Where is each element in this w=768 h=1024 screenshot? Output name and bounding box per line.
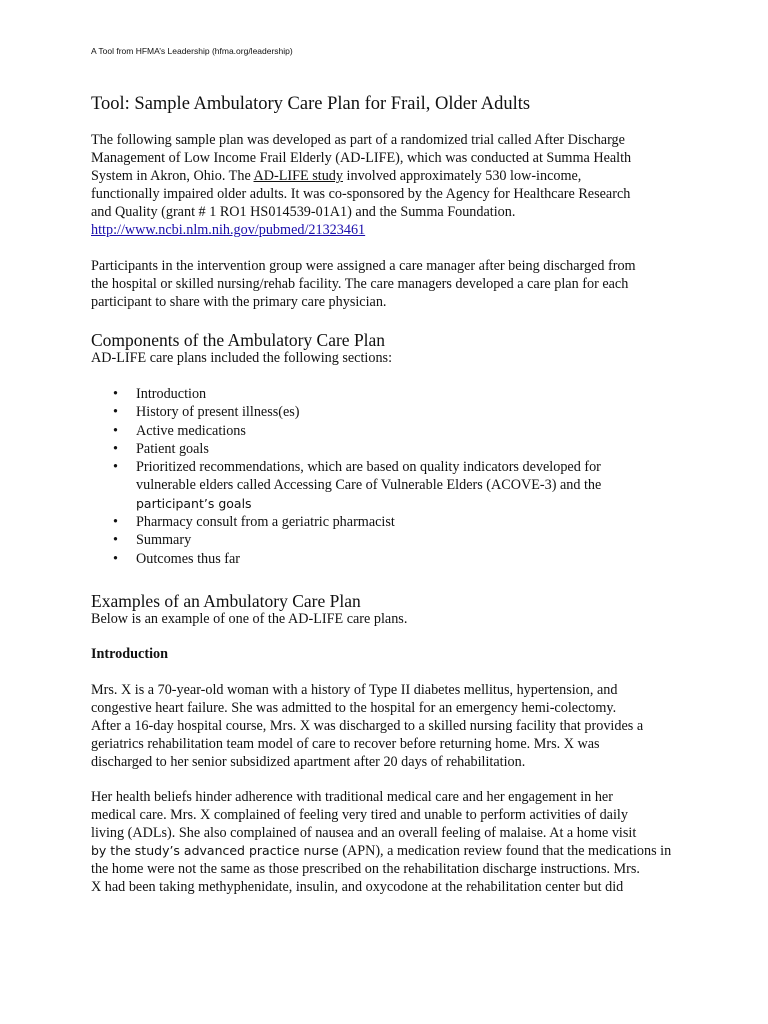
intro-line	[91, 167, 631, 185]
bullet-icon: •	[113, 440, 118, 457]
list-item-text: Active medications	[136, 422, 246, 439]
list-item	[91, 458, 601, 513]
list-item	[91, 550, 601, 568]
list-item	[91, 403, 601, 421]
intro-paragraph	[91, 131, 631, 239]
paragraph-line: After a 16-day hospital course, Mrs. X was discharged to a skilled nursing facility that provides a	[91, 718, 644, 734]
paragraph-line: the home were not the same as those prescribed on the rehabilitation discharge instructions. Mrs.	[91, 861, 640, 877]
paragraph-line: medical care. Mrs. X complained of feeling very tired and unable to perform activities of daily	[91, 807, 628, 823]
list-item-text: Introduction	[136, 386, 207, 402]
paragraph-line: living (ADLs). She also complained of nausea and an overall feeling of malaise. At a home visit	[91, 825, 637, 841]
paragraph-line: discharged to her senior subsidized apartment after 20 days of rehabilitation.	[91, 754, 526, 770]
introduction-paragraph-2	[91, 788, 671, 896]
paragraph-line: Her health beliefs hinder adherence with traditional medical care and her engagement in her	[91, 789, 613, 805]
components-heading: Components of the Ambulatory Care Plan	[91, 330, 386, 350]
introduction-heading: Introduction	[91, 646, 168, 662]
examples-heading: Examples of an Ambulatory Care Plan	[91, 591, 361, 611]
bullet-icon: •	[113, 422, 118, 439]
intro-line: functionally impaired older adults. It was co-sponsored by the Agency for Healthcare Research	[91, 186, 631, 202]
ad-life-study-link[interactable]: AD-LIFE study	[253, 168, 343, 184]
paragraph-line-text: by the study’s	[91, 843, 184, 858]
paragraph-line-text: (APN), a medication review found that the medications in	[338, 843, 672, 859]
intro-line-text: involved approximately 530 low-income,	[342, 168, 582, 184]
intro-line-text: System in Akron, Ohio. The	[91, 168, 254, 184]
list-item	[91, 422, 601, 440]
list-item	[91, 385, 601, 403]
participants-line: Participants in the intervention group were assigned a care manager after being discharged from	[91, 258, 636, 274]
list-item-text: participant’s goals	[136, 495, 252, 511]
intro-line: Management of Low Income Frail Elderly (AD-LIFE), which was conducted at Summa Health	[91, 150, 632, 166]
bullet-icon: •	[113, 404, 118, 421]
components-subtitle: AD-LIFE care plans included the following sections:	[91, 350, 393, 366]
list-item-text: Prioritized recommendations, which are based on quality indicators developed for	[136, 459, 601, 476]
participants-paragraph	[91, 257, 636, 311]
bullet-icon: •	[113, 386, 118, 402]
list-item-text: Outcomes thus far	[136, 550, 241, 567]
paragraph-line-text: advanced practice nurse	[183, 843, 339, 858]
list-item-text: History of present illness(es)	[136, 404, 300, 421]
participants-line: the hospital or skilled nursing/rehab facility. The care managers developed a care plan for each	[91, 276, 629, 292]
list-item-text: Pharmacy consult from a geriatric pharmacist	[136, 514, 395, 531]
list-item	[91, 513, 601, 531]
list-item-text: vulnerable elders called Accessing Care of Vulnerable Elders (ACOVE-3) and the	[136, 477, 602, 494]
intro-line: and Quality (grant # 1 RO1 HS014539-01A1) and the Summa Foundation.	[91, 204, 516, 220]
paragraph-line: X had been taking methyphenidate, insulin, and oxycodone at the rehabilitation center but did	[91, 879, 624, 895]
pubmed-link[interactable]: http://www.ncbi.nlm.nih.gov/pubmed/21323461	[91, 222, 366, 238]
bullet-icon: •	[113, 459, 118, 476]
bullet-icon: •	[113, 550, 118, 567]
list-item-text: Summary	[136, 532, 192, 549]
bullet-icon: •	[113, 532, 118, 549]
paragraph-line: congestive heart failure. She was admitted to the hospital for an emergency hemi-colectomy.	[91, 700, 617, 716]
introduction-paragraph-1	[91, 681, 643, 771]
page-header: A Tool from HFMA’s Leadership (hfma.org/leadership)	[91, 46, 293, 56]
paragraph-line: Mrs. X is a 70-year-old woman with a history of Type II diabetes mellitus, hypertension, and	[91, 682, 618, 698]
paragraph-line	[91, 842, 671, 860]
bullet-icon: •	[113, 514, 118, 531]
list-item	[91, 440, 601, 458]
examples-subtitle: Below is an example of one of the AD-LIFE care plans.	[91, 611, 408, 627]
list-item	[91, 531, 601, 549]
list-item-text: Patient goals	[136, 440, 209, 457]
page-title: Tool: Sample Ambulatory Care Plan for Frail, Older Adults	[91, 94, 531, 114]
components-list	[91, 385, 601, 568]
participants-line: participant to share with the primary care physician.	[91, 294, 387, 310]
intro-line: The following sample plan was developed as part of a randomized trial called After Discharge	[91, 132, 625, 148]
paragraph-line: geriatrics rehabilitation team model of care to recover before returning home. Mrs. X was	[91, 736, 600, 752]
